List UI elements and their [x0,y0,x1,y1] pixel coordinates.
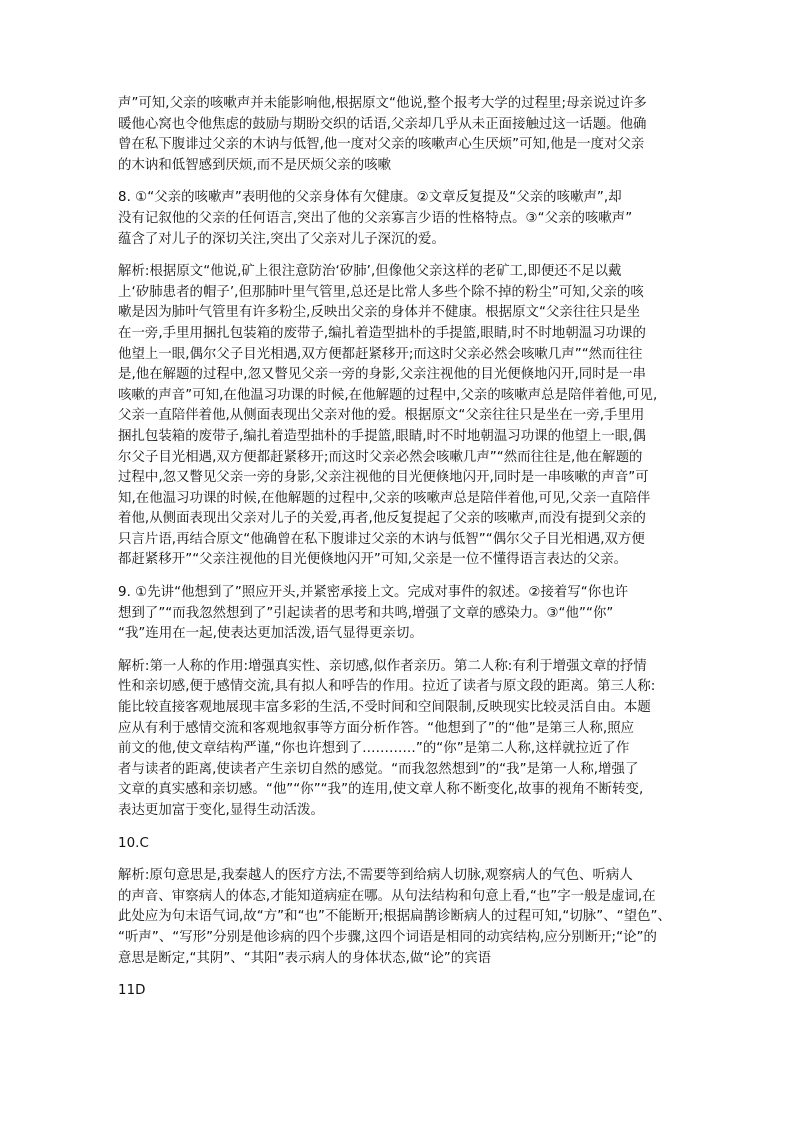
paragraph-spacer [118,571,678,583]
text-line: 10.C [118,835,149,851]
text-line: 咳嗽的声音”可知,在他温习功课的时候,在他解题的过程中,父亲的咳嗽声总是陪伴着他,可见, [118,387,658,403]
text-line: 曾在私下腹诽过父亲的木讷与低智,他一度对父亲的咳嗽声心生厌烦”可知,他是一度对父亲 [118,137,645,153]
text-line: 没有记叙他的父亲的任何语言,突出了他的父亲寡言少语的性格特点。③“父亲的咳嗽声” [118,210,633,226]
text-line: 应从有利于感情交流和客观地叙事等方面分析作答。“他想到了”的“他”是第三人称,照应 [118,720,635,736]
paragraph-q8-answer [118,188,678,250]
text-line: 只言片语,再结合原文“他确曾在私下腹诽过父亲的木讷与低智”“偶尔父子目光相遇,双方便 [118,531,645,547]
text-line: “我”连用在一起,使表达更加活泼,语气显得更亲切。 [118,626,423,642]
text-line: 捆扎包装箱的废带子,编扎着造型拙朴的手提篮,眼睛,时不时地朝温习功课的他望上一眼,偶 [118,428,646,444]
text-line: 他望上一眼,偶尔父子目光相遇,双方便都赶紧移开;而这时父亲必然会咳嗽几声”“然而往往 [118,346,643,362]
text-line: 意思是断定,“其阴”、“其阳”表示病人的身体状态,做“论”的宾语 [118,950,492,966]
paragraph-q11-answer [118,981,678,1002]
text-line: 都赶紧移开”“父亲注视他的目光便倏地闪开”可知,父亲是一位不懂得语言表达的父亲。 [118,552,628,568]
text-line: 在一旁,手里用捆扎包装箱的废带子,编扎着造型拙朴的手提篮,眼睛,时不时地朝温习功课的 [118,325,646,341]
paragraph-spacer [118,969,678,981]
paragraph-q7-tail [118,94,678,176]
text-line: 是,他在解题的过程中,忽又瞥见父亲一旁的身影,父亲注视他的目光便倏地闪开,同时是一串 [118,367,646,383]
text-line: 暖他心窝也令他焦虑的鼓励与期盼交织的话语,父亲却几乎从未正面接触过这一话题。他确 [118,116,647,132]
text-line: 想到了”“而我忽然想到了”引起读者的思考和共鸣,增强了文章的感染力。③“他”“你” [118,605,614,621]
paragraph-q9-answer [118,583,678,645]
text-line: 上‘矽肺患者的帽子’,但那肺叶里气管里,总还是比常人多些个除不掉的粉尘”可知,父亲的咳 [118,284,644,300]
text-line: 11D [118,983,146,999]
text-line: 前文的他,使文章结构严谨,“你也许想到了…………”的“你”是第二人称,这样就拉近了作 [118,741,630,757]
text-line: 此处应为句末语气词,故“方”和“也”不能断开;根据扁鹊诊断病人的过程可知,“切脉”、“望色”、 [118,909,671,925]
text-line: 父亲一直陪伴着他,从侧面表现出父亲对他的爱。根据原文“父亲往往只是坐在一旁,手里用 [118,408,645,424]
text-line: 过程中,忽又瞥见父亲一旁的身影,父亲注视他的目光便倏地闪开,同时是一串咳嗽的声音”可 [118,470,649,486]
text-line: 能比较直接客观地展现丰富多彩的生活,不受时间和空间限制,反映现实比较灵活自由。本题 [118,700,651,716]
paragraph-spacer [118,854,678,866]
text-line: 的木讷和低智感到厌烦,而不是厌烦父亲的咳嗽 [118,157,392,173]
text-line: 8. ①“父亲的咳嗽声”表明他的父亲身体有欠健康。②文章反复提及“父亲的咳嗽声”,却 [118,190,622,206]
paragraph-q10-answer [118,834,678,855]
text-line: “听声”、“写形”分别是他诊病的四个步骤,这四个词语是相同的动宾结构,应分别断开;“论”的 [118,929,657,945]
text-line: 性和亲切感,便于感情交流,具有拟人和呼告的作用。拉近了读者与原文段的距离。第三人称: [118,679,656,695]
text-line: 声”可知,父亲的咳嗽声并未能影响他,根据原文“他说,整个报考大学的过程里;母亲说过许多 [118,96,647,111]
text-line: 蕴含了对儿子的深切关注,突出了父亲对儿子深沉的爱。 [118,231,445,247]
paragraph-q10-analysis [118,866,678,969]
paragraph-spacer [118,645,678,657]
text-line: 表达更加富于变化,显得生动活泼。 [118,803,324,818]
paragraph-q9-analysis [118,657,678,822]
text-line: 解析:第一人称的作用:增强真实性、亲切感,似作者亲历。第二人称:有利于增强文章的抒情 [118,658,647,674]
text-line: 嗽是因为肺叶气管里有许多粉尘,反映出父亲的身体并不健康。根据原文“父亲往往只是坐 [118,305,641,321]
text-line: 的声音、审察病人的体态,才能知道病症在哪。从句法结构和句意上看,“也”字一般是虚词,在 [118,888,656,904]
text-line: 知,在他温习功课的时候,在他解题的过程中,父亲的咳嗽声总是陪伴着他,可见,父亲一直陪伴 [118,490,651,506]
text-line: 9. ①先讲“他想到了”照应开头,并紧密承接上文。完成对事件的叙述。②接着写“你也许 [118,585,629,601]
text-line: 者与读者的距离,使读者产生亲切自然的感觉。“而我忽然想到”的“我”是第一人称,增强了 [118,761,639,777]
paragraph-spacer [118,822,678,834]
text-line: 文章的真实感和亲切感。“他”“你”“我”的连用,使文章人称不断变化,故事的视角不断转变, [118,782,644,798]
answer-document [118,94,678,1002]
text-line: 解析:原句意思是,我秦越人的医疗方法,不需要等到给病人切脉,观察病人的气色、听病人 [118,868,633,884]
paragraph-q8-analysis [118,262,678,571]
text-line: 尔父子目光相遇,双方便都赶紧移开;而这时父亲必然会咳嗽几声”“然而往往是,他在解题的 [118,449,643,465]
text-line: 解析:根据原文“他说,矿上很注意防治‘矽肺’,但像他父亲这样的老矿工,即便还不足以戴 [118,264,622,280]
paragraph-spacer [118,176,678,188]
paragraph-spacer [118,250,678,262]
text-line: 着他,从侧面表现出父亲对儿子的关爱,再者,他反复提起了父亲的咳嗽声,而没有提到父亲的 [118,511,646,527]
